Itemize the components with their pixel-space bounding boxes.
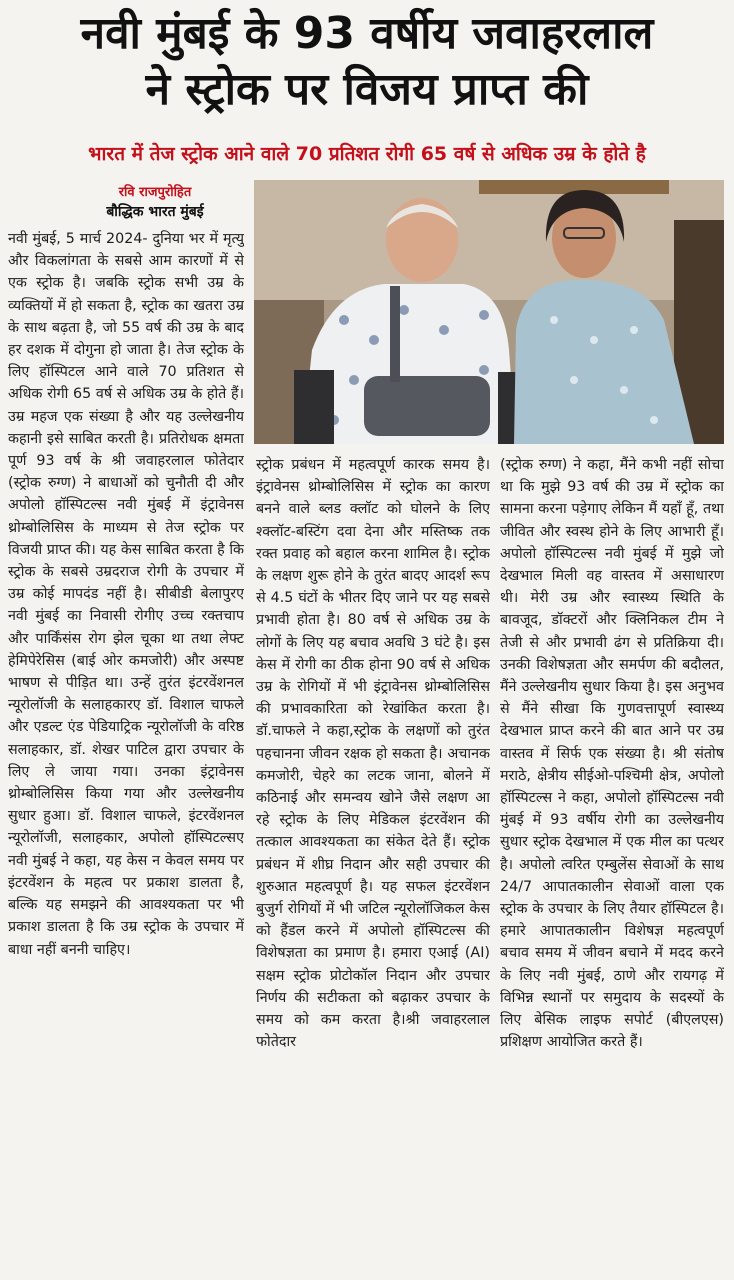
photo-elderly-couple bbox=[254, 180, 724, 444]
byline bbox=[60, 184, 250, 222]
publication-name: बौद्धिक भारत मुंबई bbox=[106, 204, 204, 220]
article-column-3 bbox=[500, 454, 724, 1274]
headline-line-1: नवी मुंबई के 93 वर्षीय जवाहरलाल bbox=[80, 8, 654, 59]
article-photo bbox=[254, 180, 724, 444]
column-1-text: नवी मुंबई, 5 मार्च 2024- दुनिया भर में मृत्यु और विकलांगता के सबसे आम कारणों में से एक स्ट्रोक है। जबकि स्ट्रोक सभी उम्र के व्यक्तियों में हो सकता है, स्ट्रोक का खतरा उम्र के साथ बढ़ता है, जो 55 वर्ष की उम्र के बाद हर दशक में दोगुना हो जाता है। तेज स्ट्रोक के लिए हॉस्पिटल आने वाले 70 प्रतिशत से अधिक रोगी 65 वर्ष से अधिक उम्र के होते हैं। उम्र महज एक संख्या है और यह उल्लेखनीय कहानी इसे साबित करती है। प्रतिरोधक क्षमता पूर्ण 93 वर्ष के श्री जवाहरलाल फोतेदार (स्ट्रोक रुग्ण) ने बाधाओं को चुनौती दी और अपोलो हॉस्पिटल्स नवी मुंबई में इंट्रावेनस थ्रोम्बोलिसिस के माध्यम से तेज स्ट्रोक पर विजयी प्राप्त की। यह केस साबित करता है कि स्ट्रोक के सबसे उम्रदराज रोगी के उपचार में उम्र कोई मापदंड नहीं है। सीबीडी बेलापुरए नवी मुंबई का निवासी रोगीए उच्च रक्तचाप और पार्किंसंस रोग झेल चूका था तथा लेफ्ट हेमिपेरेसिस (बाई ओर कमजोरी) और अस्पष्ट भाषण से पीड़ित था। उन्हें तुरंत इंटरवेंशनल न्यूरोलॉजी के सलाहकारए डॉ. विशाल चाफले और एडल्ट एंड पेडियाट्रिक न्यूरोलॉजी के वरिष्ठ सलाहकार, डॉ. शेखर पाटिल द्वारा उपचार के लिए ले जाया गया। उनका इंट्रावेनस थ्रोम्बोलिसिस किया गया और उल्लेखनीय सुधार हुआ। डॉ. विशाल चाफले, इंटरवेंशनल न्यूरोलॉजी, सलाहकार, अपोलो हॉस्पिटल्सए नवी मुंबई ने कहा, यह केस न केवल समय पर इंटरवेंशन के महत्व पर प्रकाश डालता है, बल्कि यह समझने की आवश्यकता पर भी प्रकाश डालता है कि उम्र स्ट्रोक के उपचार में बाधा नहीं बननी चाहिए। bbox=[8, 231, 244, 958]
article-column-2 bbox=[256, 454, 490, 1274]
column-2-text: स्ट्रोक प्रबंधन में महत्वपूर्ण कारक समय है। इंट्रावेनस थ्रोम्बोलिसिस में स्ट्रोक का कारण बनने वाले ब्लड क्लॉट को घोलने के लिए श्क्लॉट-बस्टिंग दवा देना और मस्तिष्क तक रक्त प्रवाह को बहाल करना शामिल है। स्ट्रोक के लक्षण शुरू होने के तुरंत बादए आदर्श रूप से 4.5 घंटों के भीतर दिए जाने पर यह सबसे प्रभावी होता है। 80 वर्ष से अधिक उम्र के लोगों के लिए यह बचाव अवधि 3 घंटे है। इस केस में रोगी का ठीक होना 90 वर्ष से अधिक उम्र के रोगियों में भी इंट्रावेनस थ्रोम्बोलिसिस की प्रभावकारिता को रेखांकित करता है। डॉ.चाफले ने कहा,स्ट्रोक के लक्षणों को तुरंत पहचानना जीवन रक्षक हो सकता है। अचानक कमजोरी, चेहरे का लटक जाना, बोलने में कठिनाई और समन्वय खोने जैसे लक्षण आ रहे स्ट्रोक के लिए मेडिकल इंटरवेंशन की तत्काल आवश्यकता का संकेत देते हैं। स्ट्रोक प्रबंधन में शीघ्र निदान और सही उपचार की शुरुआत महत्वपूर्ण है। यह सफल इंटरवेंशन बुजुर्ग रोगियों में भी जटिल न्यूरोलॉजिकल केस को हैंडल करने में अपोलो हॉस्पिटल्स की विशेषज्ञता का प्रमाण है। हमारा एआई (AI) सक्षम स्ट्रोक प्रोटोकॉल निदान और उपचार निर्णय की सटीकता को बढ़ाकर उपचार के समय को कम करता है।श्री जवाहरलाल फोतेदार bbox=[256, 457, 490, 1051]
headline bbox=[0, 6, 734, 118]
article-column-1 bbox=[8, 228, 244, 1274]
headline-line-2: ने स्ट्रोक पर विजय प्राप्त की bbox=[145, 64, 589, 115]
author-name: रवि राजपुरोहित bbox=[118, 185, 192, 200]
subheadline: भारत में तेज स्ट्रोक आने वाले 70 प्रतिशत रोगी 65 वर्ष से अधिक उम्र के होते है bbox=[88, 143, 646, 165]
column-3-text: (स्ट्रोक रुग्ण) ने कहा, मैंने कभी नहीं सोचा था कि मुझे 93 वर्ष की उम्र में स्ट्रोक का सामना करना पड़ेगाए लेकिन मैं यहाँ हूँ, तथा जीवित और स्वस्थ होने के लिए आभारी हूँ। अपोलो हॉस्पिटल्स नवी मुंबई में मुझे जो देखभाल मिली वह वास्तव में असाधारण थी। मेरी उम्र और स्वास्थ्य स्थिति के बावजूद, डॉक्टरों और क्लिनिकल टीम ने तेजी से और प्रभावी ढंग से प्रतिक्रिया दी। उनकी विशेषज्ञता और समर्पण की बदौलत, मैंने उल्लेखनीय सुधार किया है। इस अनुभव से मैंने सीखा कि गुणवत्तापूर्ण स्वास्थ्य देखभाल प्राप्त करने की बात आने पर उम्र वास्तव में सिर्फ एक संख्या है। श्री संतोष मराठे, क्षेत्रीय सीईओ-पश्चिमी क्षेत्र, अपोलो हॉस्पिटल्स ने कहा, अपोलो हॉस्पिटल्स नवी मुंबई में 93 वर्षीय रोगी का उल्लेखनीय सुधार स्ट्रोक देखभाल में एक मील का पत्थर है। अपोलो त्वरित एम्बुलेंस सेवाओं के साथ 24/7 आपातकालीन सेवाओं वाला एक स्ट्रोक के उपचार के लिए तैयार हॉस्पिटल है। हमारे आपातकालीन विशेषज्ञ महत्वपूर्ण बचाव समय में जीवन बचाने में मदद करने के लिए नवी मुंबई, ठाणे और रायगढ़ में विभिन्न स्थानों पर समुदाय के सदस्यों के लिए बेसिक लाइफ सपोर्ट (बीएलएस) प्रशिक्षण आयोजित करते हैं। bbox=[500, 457, 724, 1051]
